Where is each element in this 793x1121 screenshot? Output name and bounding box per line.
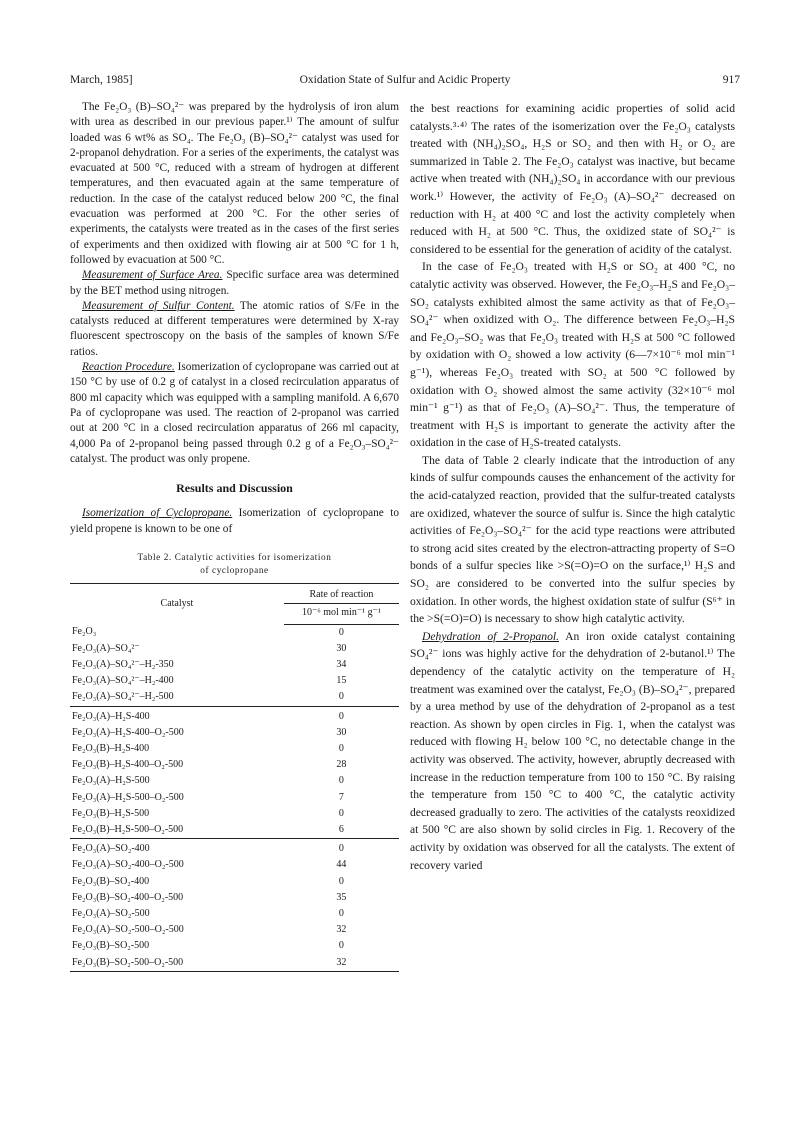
paragraph-isomerization: Isomerization of Cyclopropane. Isomerization of cyclopropane to yield propene is known to be one of — [70, 507, 399, 535]
table-row — [70, 822, 399, 839]
table-cell-rate: 0 — [338, 691, 344, 703]
table-cell-catalyst: Fe₂O₃(A)–H₂S-500 — [72, 775, 150, 787]
column-header-unit: 10⁻⁶ mol min⁻¹ g⁻¹ — [284, 604, 399, 624]
table-cell-rate: 0 — [338, 743, 344, 755]
table-cell-rate: 35 — [336, 891, 347, 903]
header-title: Oxidation State of Sulfur and Acidic Property — [299, 74, 511, 86]
table-row — [70, 657, 399, 673]
table-row — [70, 673, 399, 689]
catalytic-activity-table — [70, 583, 399, 972]
paragraph-sulfur-content: Measurement of Sulfur Content. The atomic ratios of S/Fe in the catalysts reduced at different temperatures were determined by X-ray fluorescent spectroscopy on the basis of the samples of known S/Fe ratios. — [70, 299, 399, 358]
table-row — [70, 741, 399, 757]
paragraph-h2s-so2: In the case of Fe₂O₃ treated with H₂S or SO₂ at 400 °C, no catalytic activity was observed. However, the Fe₂O₃–H₂S and Fe₂O₃–SO₂ catalysts exhibited almost the same activity as that of Fe₂O₃–SO₄²⁻ when oxidized with O₂. The difference between Fe₂O₃–H₂S and Fe₂O₃–SO₂ was that Fe₂O₃ treated with H₂S at 500 °C followed by oxidation with O₂ showed a low activity (6—7×10⁻⁶ mol min⁻¹ g⁻¹), whereas Fe₂O₃ treated with SO₂ at 500 °C followed by oxidation with O₂ showed almost the same activity (32×10⁻⁶ mol min⁻¹ g⁻¹) as that of Fe₂O₃ (A)–SO₄²⁻. Thus, the temperature of treatment with H₂S is important to generate the activity after the oxidation in the case of H₂S-treated catalysts. — [410, 260, 735, 450]
table-row — [70, 706, 399, 725]
table-cell-catalyst: Fe₂O₃(B)–SO₂-400 — [72, 875, 150, 887]
table-cell-catalyst: Fe₂O₃(A)–SO₄²⁻–H₂-350 — [72, 659, 174, 671]
column-header-catalyst: Catalyst — [70, 584, 284, 625]
section-heading-results: Results and Discussion — [176, 481, 293, 496]
table-cell-rate: 0 — [284, 839, 399, 858]
table-cell-rate: 32 — [336, 924, 347, 936]
table-cell-catalyst: Fe₂O₃(A)–SO₄²⁻–H₂-500 — [72, 691, 174, 703]
table-cell-catalyst: Fe₂O₃(A)–SO₂-400 — [70, 839, 284, 858]
left-column — [70, 100, 399, 972]
table-cell-catalyst: Fe₂O₃(A)–H₂S-400 — [70, 706, 284, 725]
right-column — [410, 100, 735, 874]
table-cell-catalyst: Fe₂O₃(B)–SO₂-500–O₂-500 — [70, 955, 284, 972]
table-cell-catalyst: Fe₂O₃(A)–SO₂-400–O₂-500 — [72, 859, 184, 871]
subheading-reaction-procedure: Reaction Procedure. — [82, 361, 175, 374]
table-cell-rate: 44 — [336, 859, 347, 871]
table-row — [70, 890, 399, 906]
table-cell-rate: 28 — [336, 759, 347, 771]
table-cell-catalyst: Fe₂O₃(A)–H₂S-500–O₂-500 — [72, 791, 184, 803]
paragraph-preparation: The Fe₂O₃ (B)–SO₄²⁻ was prepared by the hydrolysis of iron alum with urea as described in our previous paper.¹⁾ The amount of sulfur loaded was 6 wt% as SO₄. The Fe₂O₃ (B)–SO₄²⁻ catalyst was used for 2-propanol dehydration. For a series of the experiments, the catalyst was evacuated at 500 °C, reduced with a stream of hydrogen at different temperatures, and then evacuated again at the same temperature of reduction. In the case of the catalyst reduced below 200 °C, the final evacuation was performed at 200 °C. For the other series of experiments, the catalysts were treated as in the cases of the first series of experiments and then oxidized with flowing air at 500 °C for 1 h, followed by evacuation at 500 °C. — [70, 101, 399, 266]
table-cell-catalyst: Fe₂O₃(A)–SO₂-500–O₂-500 — [72, 924, 184, 936]
table-cell-rate: 30 — [336, 642, 347, 654]
table-row — [70, 725, 399, 741]
table-row — [70, 906, 399, 922]
table-row — [70, 874, 399, 890]
page-number: 917 — [722, 74, 740, 86]
table-caption: Table 2. Catalytic activities for isomerization of cyclopropane — [137, 552, 332, 576]
table-cell-catalyst: Fe₂O₃(B)–H₂S-500 — [72, 807, 150, 819]
table-cell-catalyst: Fe₂O₃(A)–SO₄²⁻ — [72, 642, 140, 654]
table-cell-rate: 0 — [338, 875, 344, 887]
paragraph-surface-area: Measurement of Surface Area. Specific surface area was determined by the BET method using nitrogen. — [70, 269, 400, 297]
table-row — [70, 955, 399, 972]
table-cell-rate: 0 — [338, 940, 344, 952]
table-cell-rate: 0 — [338, 908, 344, 920]
table-cell-catalyst: Fe₂O₃ — [72, 626, 97, 638]
table-body — [70, 624, 399, 971]
table-row — [70, 839, 399, 858]
table-row — [70, 773, 399, 789]
header-date: March, 1985] — [70, 74, 133, 86]
table-cell-catalyst: Fe₂O₃(A)–SO₄²⁻–H₂-400 — [72, 675, 174, 687]
table-row — [70, 641, 399, 657]
table-cell-rate: 0 — [284, 706, 399, 725]
table-cell-rate: 0 — [338, 626, 344, 638]
paragraph-table-discussion: The data of Table 2 clearly indicate that the introduction of any kinds of sulfur compounds causes the enhancement of the activity for the acid-catalyzed reaction, provided that the sulfur-treated catalysts are oxidized, whatever the source of sulfur is. Since the high catalytic activities of Fe₂O₃–SO₄²⁻ for the acid type reactions were attributed to strong acid sites created by the electron-attracting property of S=O bonds of a sulfur species like >S(=O)=O on the surface,¹⁾ H₂S and SO₂ are considered to be converted into the sulfur species by oxidation. In other words, the highest oxidation state of sulfur (S⁶⁺ in the >S(=O)=O) is necessary to show high catalytic activity. — [410, 453, 735, 626]
table-cell-catalyst: Fe₂O₃(A)–H₂S-400–O₂-500 — [72, 726, 184, 738]
running-header — [70, 74, 740, 90]
paragraph-reaction-procedure: Reaction Procedure. Isomerization of cyclopropane was carried out at 150 °C by use of 0.2 g of catalyst in a closed recirculation apparatus of 800 ml capacity which was equipped with a sampling manifold. A 6,670 Pa of cyclopropane was used. The reaction of 2-propanol was carried out at 200 °C in a closed recirculation apparatus of 266 ml capacity, 4,000 Pa of 2-propanol being passed through 0.2 g of a Fe₂O₃–SO₄²⁻ catalyst. The product was only propene. — [70, 361, 399, 465]
table-row — [70, 857, 399, 873]
paragraph-continued: the best reactions for examining acidic properties of solid acid catalysts.³·⁴⁾ The rates of the isomerization over the Fe₂O₃ catalysts treated with (NH₄)₂SO₄, H₂S or SO₂ and then with H₂ or O₂ are summarized in Table 2. The Fe₂O₃ catalyst was inactive, but became active when treated with (NH₄)₂SO₄ in accordance with our previous work.¹⁾ However, the activity of Fe₂O₃ (A)–SO₄²⁻ decreased on reduction with H₂ at 400 °C and lost the activity completely when reduced with H₂ at 500 °C. Thus, the oxidized state of SO₄²⁻ is considered to be essential for the generation of acidity of the catalyst. — [410, 102, 735, 256]
table-cell-catalyst: Fe₂O₃(B)–H₂S-500–O₂-500 — [72, 824, 184, 836]
table-cell-rate: 0 — [338, 775, 344, 787]
table-cell-rate: 7 — [338, 791, 344, 803]
table-row — [70, 757, 399, 773]
subheading-sulfur-content: Measurement of Sulfur Content. — [82, 299, 235, 312]
table-row — [70, 806, 399, 822]
table-cell-rate: 15 — [336, 675, 347, 687]
table-cell-rate: 0 — [338, 807, 344, 819]
subheading-surface-area: Measurement of Surface Area. — [82, 269, 223, 282]
table-row — [70, 790, 399, 806]
table-cell-catalyst: Fe₂O₃(B)–H₂S-400–O₂-500 — [72, 759, 184, 771]
table-cell-catalyst: Fe₂O₃(B)–SO₂-500 — [72, 940, 150, 952]
table-row — [70, 938, 399, 954]
table-cell-catalyst: Fe₂O₃(A)–SO₂-500 — [72, 908, 150, 920]
subheading-dehydration: Dehydration of 2-Propanol. — [422, 629, 560, 643]
table-cell-rate: 6 — [338, 824, 344, 836]
subheading-isomerization: Isomerization of Cyclopropane. — [82, 507, 233, 520]
table-row — [70, 689, 399, 706]
paragraph-dehydration: Dehydration of 2-Propanol. An iron oxide catalyst containing SO₄²⁻ ions was highly active for the dehydration of 2-butanol.¹⁾ The dependency of the catalytic activity on the temperature of H₂ treatment was examined over the catalyst, Fe₂O₃ (B)–SO₄²⁻, prepared by a urea method by use of the dehydration of 2-propanol as a test reaction. As shown by open circles in Fig. 1, when the catalyst was reduced with flowing H₂ below 100 °C, no detectable change in the activity was observed. The activity, however, abruptly decreased with increase in the reduction temperature from 100 to 150 °C. By raising the temperature from 150 °C to 400 °C, the catalytic activity decreased gradually to zero. The activities of the catalysts reoxidized at 500 °C are also shown by solid circles in Fig. 1. Recovery of the activity by oxidation was observed for all the catalysts. The extent of recovery varied — [410, 629, 735, 872]
table-row — [70, 922, 399, 938]
column-header-rate: Rate of reaction — [284, 584, 399, 604]
table-cell-catalyst: Fe₂O₃(B)–H₂S-400 — [72, 743, 150, 755]
table-row — [70, 624, 399, 641]
table-cell-catalyst: Fe₂O₃(B)–SO₂-400–O₂-500 — [72, 891, 184, 903]
table-cell-rate: 32 — [284, 955, 399, 972]
table-cell-rate: 34 — [336, 659, 347, 671]
table-cell-rate: 30 — [336, 726, 347, 738]
